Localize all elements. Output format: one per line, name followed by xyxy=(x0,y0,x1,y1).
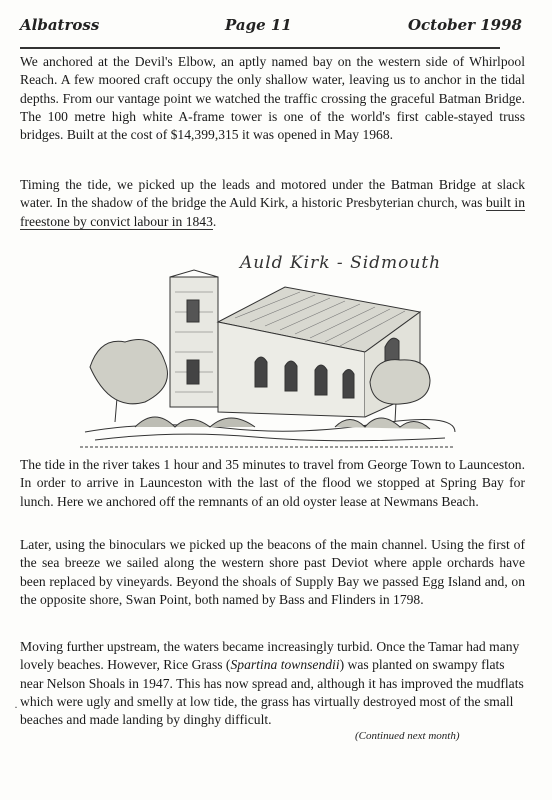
paragraph-auld-kirk xyxy=(20,176,525,231)
underlined-phrase: built in freestone by convict labour in 1843 xyxy=(20,195,525,229)
header-rule xyxy=(20,47,500,49)
paragraph-rice-grass-end: ) was planted on swampy flats near Nelson Shoals in 1947. This has now spread and, although it has improved the mudflats which were ugly and smelly at low tide, the grass has virtually destroyed most of the small beaches and made landing by dinghy difficult. xyxy=(20,657,524,728)
margin-mark: · xyxy=(14,700,18,714)
page-header xyxy=(20,16,532,40)
paragraph-rice-grass xyxy=(20,638,525,729)
continued-note: (Continued next month) xyxy=(355,730,460,742)
paragraph-rice-grass-text: Moving further upstream, the waters became increasingly turbid. Once the Tamar had many lovely beaches. However, Rice Grass ( xyxy=(20,639,520,673)
newsletter-title: Albatross xyxy=(20,16,100,34)
church-sketch xyxy=(75,242,460,452)
paragraph-devils-elbow: We anchored at the Devil's Elbow, an aptly named bay on the western side of Whirlpool Reach. A few moored craft occupy the only shallow water, leaving us to anchor in the tidal depths. From our vantage point we watched the traffic crossing the graceful Batman Bridge. The 100 metre high white A-frame tower is one of the world's first cable-stayed truss bridges. Built at the cost of $14,399,315 it was opened in May 1968. xyxy=(20,54,525,143)
page-number: Page 11 xyxy=(225,16,292,34)
paragraph-auld-kirk-end: . xyxy=(212,213,217,229)
sketch-caption: Auld Kirk - Sidmouth xyxy=(240,253,442,273)
species-name: Spartina townsendii xyxy=(230,657,340,673)
issue-date: October 1998 xyxy=(407,16,522,34)
paragraph-auld-kirk-text: Timing the tide, we picked up the leads and motored under the Batman Bridge at slack water. In the shadow of the bridge the Auld Kirk, a historic Presbyterian church, was xyxy=(20,177,525,211)
paragraph-tide-travel: The tide in the river takes 1 hour and 35 minutes to travel from George Town to Launceston. In order to arrive in Launceston with the last of the flood we stopped at Spring Bay for lunch. Here we anchored off the remnants of an old oyster lease at Newmans Beach. xyxy=(20,457,525,509)
paragraph-binoculars: Later, using the binoculars we picked up the beacons of the main channel. Using the first of the sea breeze we sailed along the western shore past Deviot where apple orchards have been replaced by vineyards. Beyond the shoals of Supply Bay we passed Egg Island and, on the opposite shore, Swan Point, both named by Bass and Flinders in 1798. xyxy=(20,537,525,607)
